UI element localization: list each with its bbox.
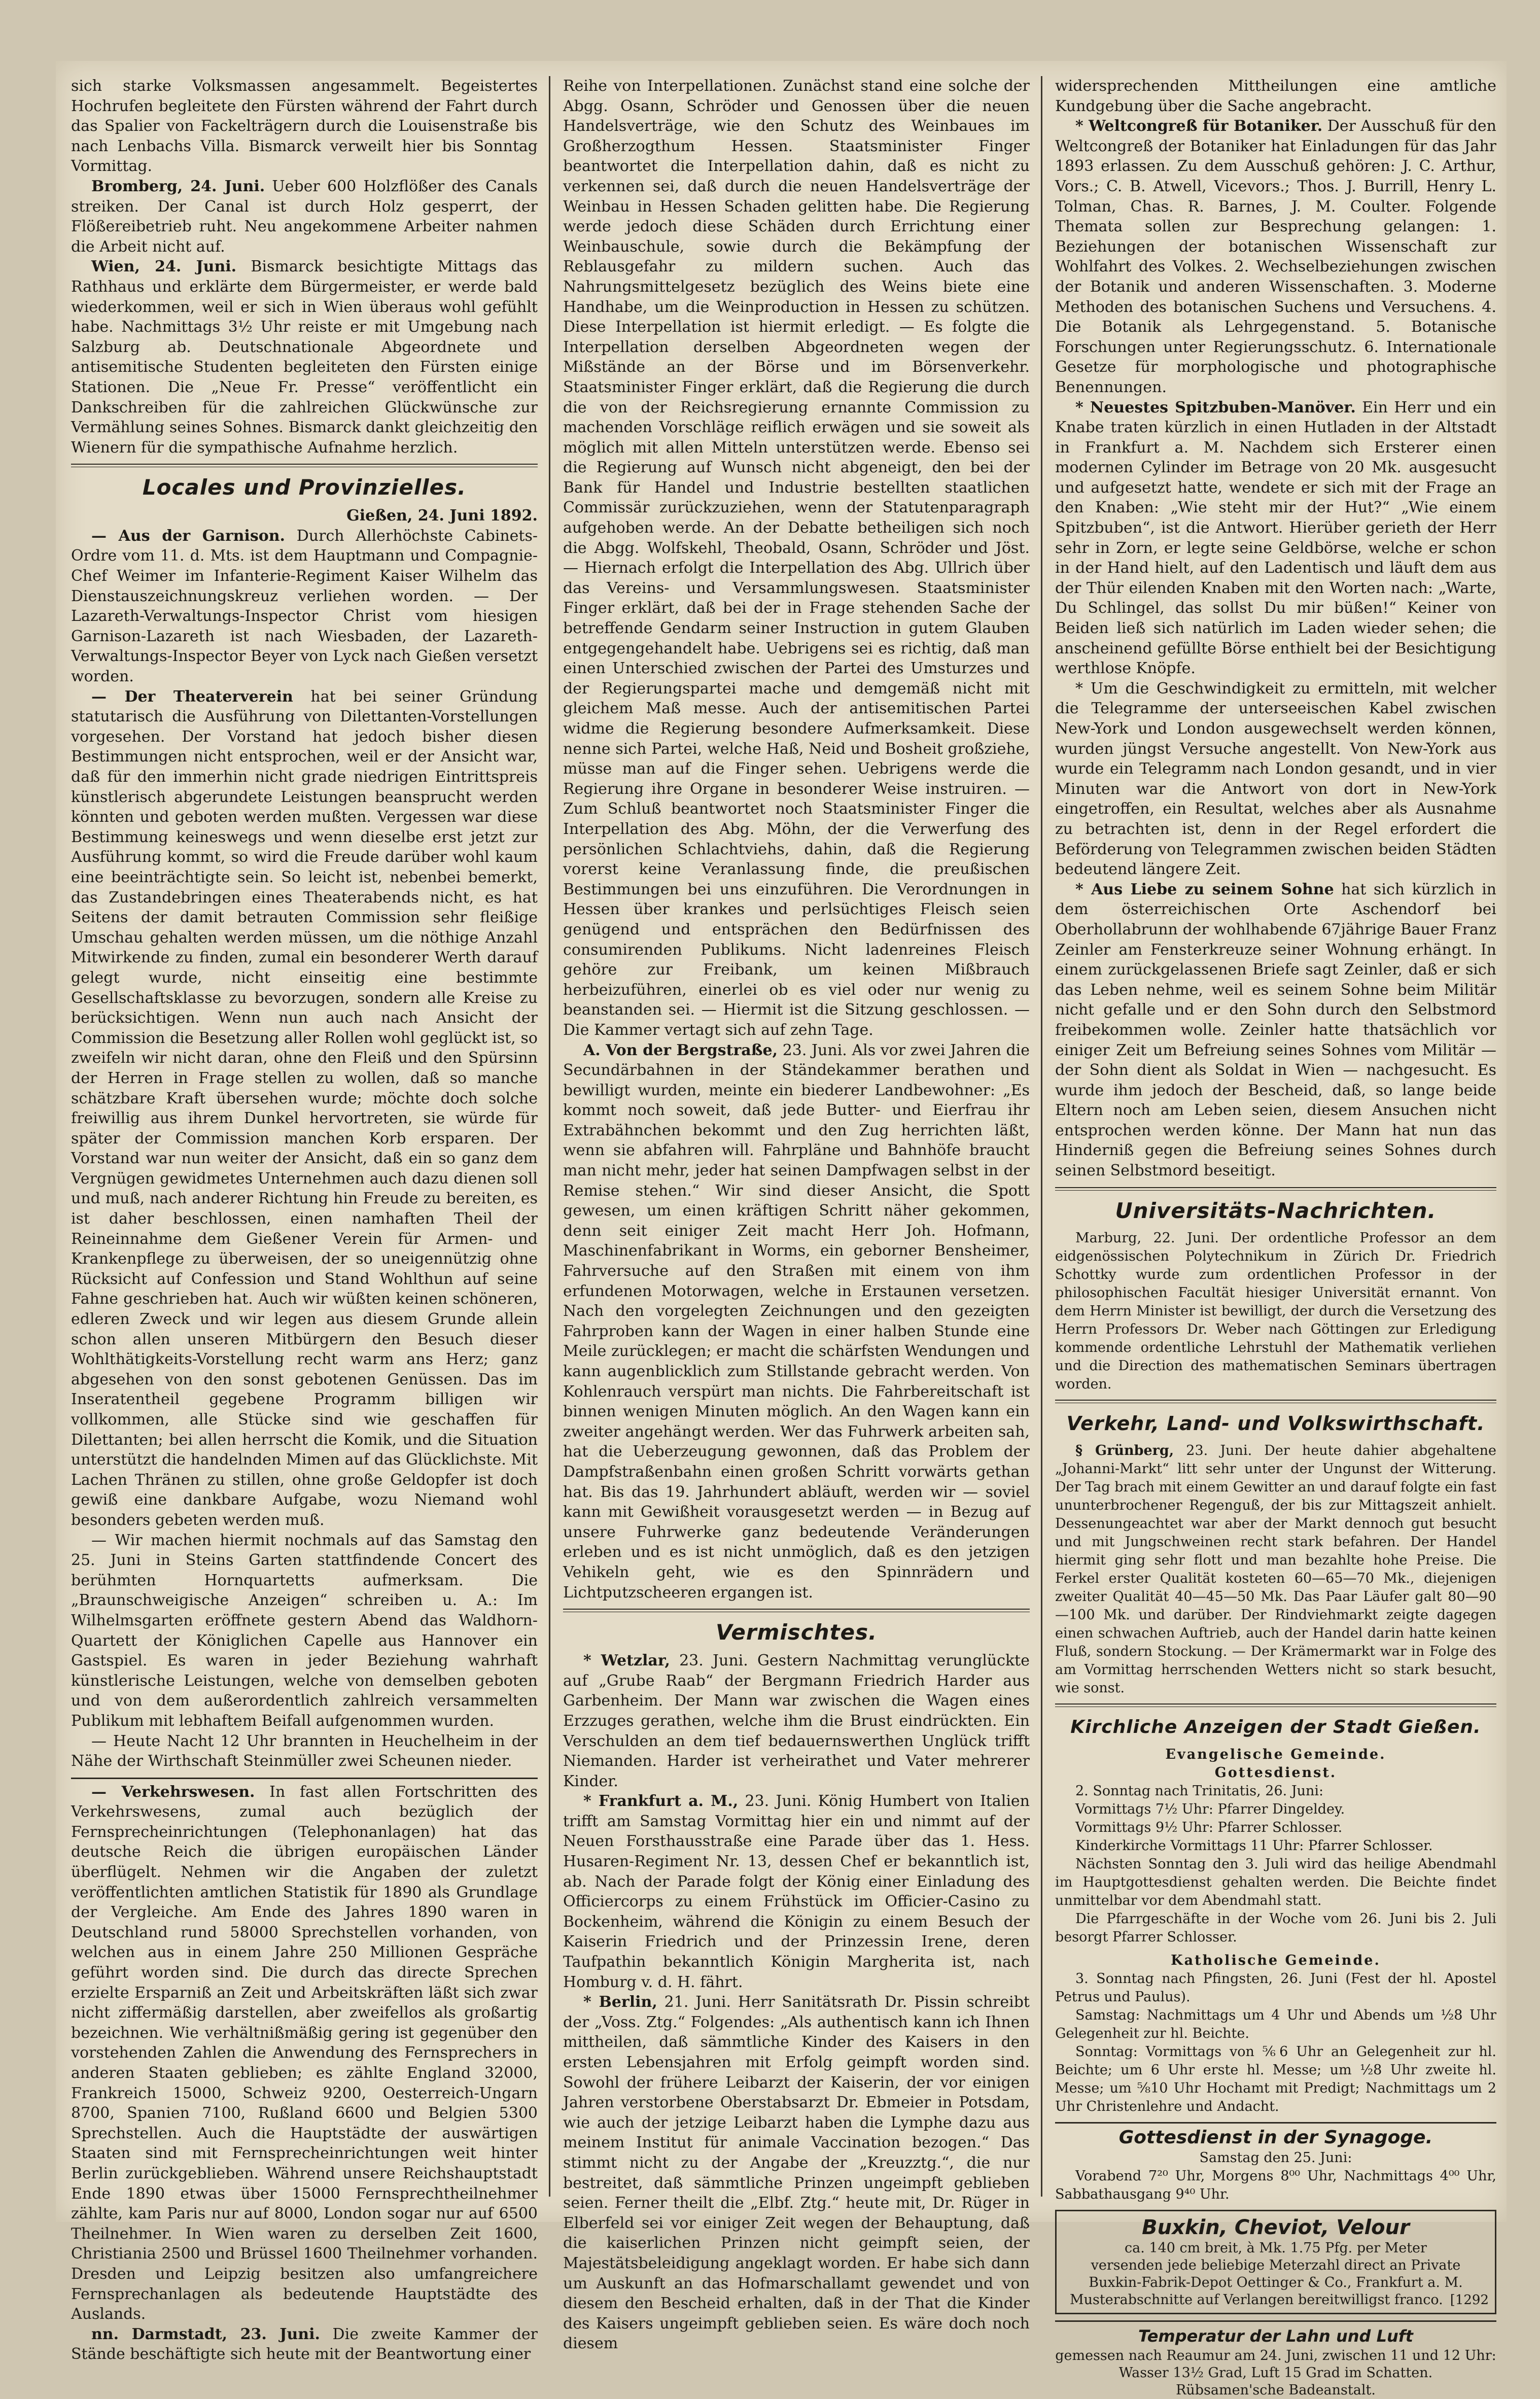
- article-text: Wien, 24. Juni. Bismarck besichtigte Mittags das Rathhaus und erklärte dem Bürgermeister, er werde bald wiederkommen, weil er sich in Wien überaus wohl gefühlt habe. Nachmittags 3½ Uhr reiste er mit Umgebung nach Salzburg ab. Deutschnationale Abgeordnete und antisemitische Studenten begleiteten den Fürsten einige Stationen. Die „Neue Fr. Presse“ veröffentlicht ein Dankschreiben für die zahlreichen Glückwünsche zur Vermählung seines Sohnes. Bismarck dankt gleichzeitig den Wienern für die sympathische Aufnahme herzlich.: [71, 258, 538, 457]
- article-text: * Um die Geschwindigkeit zu ermitteln, mit welcher die Telegramme der unterseeischen Kabel zwischen New-York und London ausgewechselt werden können, wurden jüngst Versuche angestellt. Von New-York aus wurde ein Telegramm nach London gesandt, und in vier Minuten war die Antwort von dort in New-York eingetroffen, ein Resultat, welches aber als Ausnahme zu betrachten ist, denn in der Regel erfordert die Beförderung von Telegrammen zwischen beiden Städten bedeutend längere Zeit.: [1055, 679, 1496, 879]
- article-text: * Weltcongreß für Botaniker. Der Ausschuß für den Weltcongreß der Botaniker hat Einladungen für das Jahr 1893 erlassen. Zu dem Ausschuß gehören: J. C. Arthur, Vors.; C. B. Atwell, Vicevors.; Thos. J. Burrill, Henry L. Tolman, Chas. R. Barnes, J. M. Coulter. Folgende Themata sollen zur Besprechung gelangen: 1. Beziehungen der botanischen Wissenschaft zur Wohlfahrt des Volkes. 2. Wechselbeziehungen zwischen der Botanik und anderen Wissenschaften. 3. Moderne Methoden des botanischen Suchens und Versuchens. 4. Die Botanik als Lehrgegenstand. 5. Botanische Forschungen unter Regierungsschutz. 6. Internationale Gesetze für morphologische und photographische Benennungen.: [1055, 117, 1496, 396]
- dateline: Gießen, 24. Juni 1892.: [346, 507, 538, 525]
- article-text: * Neuestes Spitzbuben-Manöver. Ein Herr und ein Knabe traten kürzlich in einen Hutladen in der Altstadt in Frankfurt a. M. Nachdem sich Ersterer einen modernen Cylinder im Betrage von 20 Mk. ausgesucht und aufgesetzt hatte, wendete er sich mit der Frage an den Knaben: „Wie steht mir der Hut?“ „Wie einem Spitzbuben“, ist die Antwort. Hierüber gerieth der Herr sehr in Zorn, er legte seine Geldbörse, welche er schon in der Hand hielt, auf den Ladentisch und läuft dem aus der Thür eilenden Knaben mit den Worten nach: „Warte, Du Schlingel, das sollst Du mir büßen!“ Keiner von Beiden ließ sich natürlich im Laden wieder sehen; die anscheinend gefüllte Börse enthielt bei der Besichtigung werthlose Knöpfe.: [1055, 398, 1496, 678]
- notice-line: Samstag: Nachmittags um 4 Uhr und Abends um ½8 Uhr Gelegenheit zur hl. Beichte.: [1055, 2007, 1496, 2041]
- subheading: Katholische Gemeinde.: [1171, 1952, 1381, 1968]
- ad-number: [1292: [1450, 2292, 1489, 2308]
- notice-line: Vorabend 7²⁰ Uhr, Morgens 8⁰⁰ Uhr, Nachmittags 4⁰⁰ Uhr, Sabbathausgang 9⁴⁰ Uhr.: [1055, 2168, 1496, 2202]
- article-text: Reihe von Interpellationen. Zunächst stand eine solche der Abgg. Osann, Schröder und Genossen über die neuen Handelsverträge, wie den Schutz des Weinbaues im Großherzogthum Hessen. Staatsminister Finger beantwortet die Interpellation dahin, daß es nicht zu verkennen sei, daß durch die neuen Handelsverträge der Weinbau in Hessen Schaden gelitten habe. Die Regierung werde jedoch diese Schäden durch Errichtung einer Weinbauschule, sowie durch die Bekämpfung der Reblausgefahr zu mildern suchen. Auch das Nahrungsmittelgesetz bezüglich des Weins biete eine Handhabe, um die Weinproduction in Hessen zu schützen. Diese Interpellation ist hiermit erledigt. — Es folgte die Interpellation derselben Abgeordneten wegen der Mißstände an der Börse und im Börsenverkehr. Staatsminister Finger erklärt, daß die Regierung die durch die von der Reichsregierung ernannte Commission zu machenden Vorschläge reiflich erwägen und sie soweit als möglich mit allen Mitteln unterstützen werde. Ebenso sei die Regierung auf Wunsch nicht abgeneigt, den bei der Bank für Handel und Industrie bestellten staatlichen Commissär zurückzuziehen, wenn der Statutenparagraph aufgehoben werde. An der Debatte betheiligen sich noch die Abgg. Wolfskehl, Theobald, Osann, Schröder und Jöst. — Hiernach erfolgt die Interpellation des Abg. Ullrich über das Vereins- und Versammlungswesen. Staatsminister Finger erklärt, daß bei der in Frage stehenden Sache der betreffende Gendarm seiner Instruction in gutem Glauben entgegengehandelt habe. Uebrigens sei es richtig, daß man einen Unterschied zwischen der Partei des Umsturzes und der Regierungspartei mache und demgemäß nicht mit gleichem Maß messe. Auch der antisemitischen Partei widme die Regierung besondere Aufmerksamkeit. Diese nenne sich Partei, welche Haß, Neid und Bosheit großziehe, müsse man auf die Finger sehen. Uebrigens werde die Regierung ihre Organe in besonderer Weise instruiren. — Zum Schluß beantwortet noch Staatsminister Finger die Interpellation des Abg. Möhn, der die Verwerfung des persönlichen Schlachtviehs, dahin, daß die Regierung vorerst keine Veranlassung finde, die preußischen Bestimmungen bei uns einzuführen. Die Verordnungen in Hessen über krankes und perlsüchtiges Fleisch seien genügend und entsprächen den Bedürfnissen des consumirenden Publikums. Nicht ladenreines Fleisch gehöre zur Freibank, um keinen Mißbrauch herbeizuführen, einerlei ob es viel oder nur wenig zu beanstanden sei. — Hiermit ist die Sitzung geschlossen. — Die Kammer vertagt sich auf zehn Tage.: [563, 77, 1030, 1039]
- subheading: Gottesdienst.: [1214, 1764, 1337, 1781]
- section-divider: [1055, 2320, 1496, 2322]
- section-heading: Universitäts-Nachrichten.: [1115, 1198, 1437, 1223]
- advertisement-box: [1055, 2210, 1496, 2314]
- section-heading: Locales und Provinzielles.: [142, 475, 467, 500]
- notice-line: Die Pfarrgeschäfte in der Woche vom 26. Juni bis 2. Juli besorgt Pfarrer Schlosser.: [1055, 1910, 1496, 1945]
- article-text: * Wetzlar, 23. Juni. Gestern Nachmittag verunglückte auf „Grube Raab“ der Bergmann Friedrich Harder aus Garbenheim. Der Mann war zwischen die Wagen eines Erzzuges gerathen, welche ihm die Brust eindrückten. Ein Verschulden an dem tief bedauernswerthen Unglück trifft Niemanden. Harder ist verheirathet und Vater mehrerer Kinder.: [563, 1652, 1030, 1790]
- section-heading: Vermischtes.: [715, 1620, 878, 1645]
- notice-line: gemessen nach Reaumur am 24. Juni, zwischen 11 und 12 Uhr:: [1055, 2347, 1496, 2363]
- article-text: — Verkehrswesen. In fast allen Fortschritten des Verkehrswesens, zumal auch bezüglich der Fernsprecheinrichtungen (Telephonanlagen) hat das deutsche Reich die übrigen europäischen Länder überflügelt. Nehmen wir die Angaben der zuletzt veröffentlichten amtlichen Statistik für 1890 als Grundlage der Vergleiche. Am Ende des Jahres 1890 waren in Deutschland rund 58000 Sprechstellen vorhanden, von welchen aus in einem Jahre 250 Millionen Gespräche geführt worden sind. Die durch das directe Sprechen erzielte Ersparniß an Zeit und Arbeitskräften läßt sich zwar nicht ziffermäßig darstellen, aber zweifellos als großartig bezeichnen. Wie verhältnißmäßig gering ist gegenüber den vorstehenden Zahlen die Anwendung des Fernsprechers in anderen Staaten geblieben; es zählte England 32000, Frankreich 15000, Schweiz 9200, Oesterreich-Ungarn 8700, Spanien 7100, Rußland 6600 und Belgien 5300 Sprechstellen. Auch die Hauptstädte der auswärtigen Staaten sind mit Fernsprecheinrichtungen weit hinter Berlin zurückgeblieben. Während unsere Reichshauptstadt Ende 1890 etwas über 15000 Fernsprechtheilnehmer zählte, kam Paris nur auf 8000, London sogar nur auf 6500 Theilnehmer. In Wien waren zu derselben Zeit 1600, Christiania 2500 und Brüssel 1600 Theilnehmer vorhanden. Dresden und Leipzig besitzen also umfangreichere Fernsprechanlagen als bedeutende Hauptstädte des Auslands.: [71, 1783, 538, 2323]
- ad-line: Buxkin-Fabrik-Depot Oettinger & Co., Frankfurt a. M.: [1089, 2274, 1463, 2290]
- notice-line: Nächsten Sonntag den 3. Juli wird das heilige Abendmahl im Hauptgottesdienst gehalten werden. Die Beichte findet unmittelbar vor dem Abendmahl statt.: [1055, 1856, 1496, 1908]
- article-text: nn. Darmstadt, 23. Juni. Die zweite Kammer der Stände beschäftigte sich heute mit der Beantwortung einer: [71, 2325, 538, 2363]
- notice-line: Vormittags 9½ Uhr: Pfarrer Schlosser.: [1075, 1819, 1343, 1835]
- ad-title: Buxkin, Cheviot, Velour: [1142, 2215, 1410, 2239]
- section-divider: [71, 464, 538, 467]
- section-heading: Verkehr, Land- und Volkswirthschaft.: [1066, 1412, 1485, 1435]
- article-text: A. Von der Bergstraße, 23. Juni. Als vor zwei Jahren die Secundärbahnen in der Ständekammer berathen und bewilligt wurden, meinte ein biederer Landbewohner: „Es kommt noch soweit, daß jede Butter- und Eierfrau ihr Extrabähnchen bekommt und den Zug herrichten läßt, wenn sie abfahren will. Fahrpläne und Bahnhöfe braucht man nicht mehr, jeder hat seinen Dampfwagen selbst in der Remise stehen.“ Wir sind dieser Ansicht, die Spott gewesen, um einen kräftigen Schritt näher gekommen, denn seit einiger Zeit macht Herr Joh. Hofmann, Maschinenfabrikant in Worms, ein geborner Bensheimer, Fahrversuche auf den Straßen mit einem von ihm erfundenen Motorwagen, welche in Erstaunen versetzen. Nach den vorgelegten Zeichnungen und den gezeigten Fahrproben kann der Wagen in einer halben Stunde eine Meile zurücklegen; er macht die schärfsten Wendungen und kann augenblicklich zum Stillstande gebracht werden. Von Kohlenrauch verspürt man nichts. Die Fahrbereitschaft ist binnen wenigen Minuten möglich. An den Wagen kann ein zweiter angehängt werden. Wer das Fuhrwerk arbeiten sah, hat die Ueberzeugung gewonnen, daß das Problem der Dampfstraßenbahn einen großen Schritt vorwärts gethan hat. Bis das 19. Jahrhundert abläuft, werden wir — soviel kann mit Gewißheit vorausgesetzt werden — in Bezug auf unsere Fuhrwerke ganz bedeutende Veränderungen erleben und es ist nicht unmöglich, daß es den jetzigen Vehikeln geht, wie es den Spinnrädern und Lichtputzscheeren ergangen ist.: [563, 1041, 1030, 1602]
- ad-line: Musterabschnitte auf Verlangen bereitwilligst franco. [1292: [1069, 2291, 1489, 2308]
- subheading: Evangelische Gemeinde.: [1165, 1746, 1386, 1762]
- column-1: [71, 76, 538, 2363]
- ad-line: ca. 140 cm breit, à Mk. 1.75 Pfg. per Meter: [1125, 2240, 1427, 2256]
- article-text: * Berlin, 21. Juni. Herr Sanitätsrath Dr. Pissin schreibt der „Voss. Ztg.“ Folgendes: „Als authentisch kann ich Ihnen mittheilen, daß sämmtliche Kinder des Kaisers in den ersten Lebensjahren mit Erfolg geimpft worden sind. Sowohl der frühere Leibarzt der Kaiserin, der vor einigen Jahren verstorbene Oberstabsarzt Dr. Ebmeier in Potsdam, wie auch der jetzige Leibarzt haben die Lymphe dazu aus meinem Institut für animale Vaccination bezogen.“ Das stimmt nicht zu der Angabe der „Kreuzztg.“, die nur bestreitet, daß sämmtliche Prinzen ungeimpft geblieben seien. Ferner theilt die „Elbf. Ztg.“ heute mit, Dr. Rüger in Elberfeld sei vor einiger Zeit wegen der Behauptung, daß die kaiserlichen Prinzen nicht geimpft seien, der Majestätsbeleidigung angeklagt worden. Er habe sich dann um Auskunft an das Hofmarschallamt gewendet und von diesem den Bescheid erhalten, daß in der That die Kinder des Kaisers ungeimpft geblieben seien. Es wäre doch noch diesem: [563, 1993, 1030, 2353]
- notice-line: Samstag den 25. Juni:: [1199, 2149, 1352, 2166]
- article-text: — Der Theaterverein hat bei seiner Gründung statutarisch die Ausführung von Dilettanten-Vorstellungen vorgesehen. Der Vorstand hat jedoch bisher diesen Bestimmungen nicht entsprochen, weil er der Ansicht war, daß für den immerhin nicht grade niedrigen Eintrittspreis künstlerisch abgerundete Leistungen beansprucht werden könnten und geboten werden mußten. Vergessen war diese Bestimmung keineswegs und wenn dieselbe erst jetzt zur Ausführung kommt, so wird die Freude darüber wohl kaum eine beeinträchtigte sein. So leicht ist, nebenbei bemerkt, das Zustandebringen eines Theaterabends nicht, es hat Seitens der damit betrauten Commission sehr fleißige Umschau gehalten werden müssen, um die nöthige Anzahl Mitwirkende zu finden, zumal ein besonderer Werth darauf gelegt wurde, nicht einseitig eine bestimmte Gesellschaftsklasse zu bevorzugen, sondern alle Kreise zu berücksichtigen. Wenn nun auch nach Ansicht der Commission die Besetzung aller Rollen wohl geglückt ist, so zweifeln wir nicht daran, ohne den Fleiß und den Spürsinn der Herren in Frage stellen zu wollen, daß so manche schätzbare Kraft übersehen wurde; möchte doch solche freiwillig aus ihrem Dunkel hervortreten, sie würde für später der Commission manchen Korb ersparen. Der Vorstand war nun weiter der Ansicht, daß ein so ganz dem Vergnügen gewidmetes Unternehmen auch dazu dienen soll und muß, nach anderer Richtung hin Freude zu bereiten, es ist daher beschlossen, einen namhaften Theil der Reineinnahme dem Gießener Verein für Armen- und Krankenpflege zu überweisen, der so uneigennützig ohne Rücksicht auf Confession und Stand Wohlthun auf seine Fahne geschrieben hat. Auch wir wüßten keinen schöneren, edleren Zweck und wir legen aus diesem Grunde allein schon allen unseren Mitbürgern den Besuch dieser Wohlthätigkeits-Vorstellung recht warm ans Herz; ganz abgesehen von den sonst gebotenen Genüssen. Das im Inseratentheil gegebene Programm billigen wir vollkommen, alle Stücke sind wie geschaffen für Dilettanten; bei allen herrscht die Komik, und die Situation unterstützt die handelnden Mimen auf das Glücklichste. Mit Lachen Thränen zu stillen, ohne große Geldopfer ist doch gewiß eine dankbare Aufgabe, wozu Niemand wohl besonders gebeten werden muß.: [71, 687, 538, 1529]
- article-text: § Grünberg, 23. Juni. Der heute dahier abgehaltene „Johanni-Markt“ litt sehr unter der Ungunst der Witterung. Der Tag brach mit einem Gewitter an und darauf folgte ein fast ununterbrochener Regenguß, der bis zur Mittagszeit anhielt. Dessenungeachtet war aber der Markt dennoch gut besucht und mit Jungschweinen recht stark befahren. Der Handel hiermit ging sehr flott und man bezahlte hohe Preise. Die Ferkel erster Qualität kosteten 60—65—70 Mk., diejenigen zweiter Qualität 40—45—50 Mk. Das Paar Läufer galt 80—90—100 Mk. und darüber. Der Rindviehmarkt zeigte dagegen einen schwachen Auftrieb, auch der Handel darin hatte keinen Fluß, sondern Stockung. — Der Krämermarkt war in Folge des am Vormittag herrschenden Wetters nicht so stark besucht, wie sonst.: [1055, 1442, 1497, 1696]
- article-text: — Heute Nacht 12 Uhr brannten in Heuchelheim in der Nähe der Wirthschaft Steinmüller zwei Scheunen nieder.: [71, 1732, 538, 1770]
- article-text: — Wir machen hiermit nochmals auf das Samstag den 25. Juni in Steins Garten stattfindende Concert des berühmten Hornquartetts aufmerksam. Die „Braunschweigische Anzeigen“ schreiben u. A.: Im Wilhelmsgarten eröffnete gestern Abend das Waldhorn-Quartett der Königlichen Capelle aus Hannover ein Gastspiel. Es waren in jeder Beziehung wahrhaft künstlerische Leistungen, welche von demselben geboten und von dem außerordentlich zahlreich versammelten Publikum mit lebhaftem Beifall aufgenommen wurden.: [71, 1531, 538, 1730]
- section-heading: Temperatur der Lahn und Luft: [1138, 2326, 1413, 2346]
- article-text: widersprechenden Mittheilungen eine amtliche Kundgebung über die Sache angebracht.: [1055, 77, 1496, 115]
- section-divider: [1055, 1187, 1496, 1191]
- article-text: Marburg, 22. Juni. Der ordentliche Professor an dem eidgenössischen Polytechnikum in Zürich Dr. Friedrich Schottky wurde zum ordentlichen Professor in der philosophischen Facultät hiesiger Universität ernannt. Von dem Herrn Minister ist bewilligt, der durch die Versetzung des Herrn Professors Dr. Weber nach Göttingen zur Erledigung kommende ordentliche Lehrstuhl der Mathematik verliehen und die Direction des mathematischen Seminars übertragen worden.: [1055, 1230, 1496, 1392]
- notice-line: 3. Sonntag nach Pfingsten, 26. Juni (Fest der hl. Apostel Petrus und Paulus).: [1055, 1970, 1496, 2005]
- section-divider: [563, 1609, 1030, 1612]
- article-text: Bromberg, 24. Juni. Ueber 600 Holzflößer des Canals streiken. Der Canal ist durch Holz gesperrt, der Flößereibetrieb ruht. Neu angekommene Arbeiter nahmen die Arbeit nicht auf.: [71, 177, 538, 256]
- newspaper-page: [56, 61, 1507, 2398]
- notice-line: Rübsamen'sche Badeanstalt.: [1176, 2382, 1376, 2398]
- section-divider: [1055, 2122, 1496, 2124]
- notice-line: Vormittags 7½ Uhr: Pfarrer Dingeldey.: [1075, 1801, 1345, 1817]
- column-3: [1055, 76, 1497, 2398]
- column-rule: [549, 76, 550, 2197]
- section-divider: [1055, 1703, 1496, 1707]
- section-heading: Kirchliche Anzeigen der Stadt Gießen.: [1070, 1716, 1481, 1737]
- column-rule: [1041, 76, 1042, 2197]
- article-text: * Frankfurt a. M., 23. Juni. König Humbert von Italien trifft am Samstag Vormittag hier ein und nimmt auf der Neuen Forsthausstraße eine Parade über das 1. Hess. Husaren-Regiment Nr. 13, dessen Chef er bekanntlich ist, ab. Nach der Parade folgt der König einer Einladung des Officiercorps zu einem Frühstück im Officier-Casino zu Bockenheim, während die Königin zu einem Besuch der Kaiserin Friedrich und der Prinzessin Irene, deren Taufpathin bekanntlich Königin Margherita ist, nach Homburg v. d. H. fährt.: [563, 1792, 1030, 1991]
- notice-line: Wasser 13½ Grad, Luft 15 Grad im Schatten.: [1118, 2365, 1433, 2381]
- notice-line: 2. Sonntag nach Trinitatis, 26. Juni:: [1075, 1783, 1324, 1799]
- notice-line: Kinderkirche Vormittags 11 Uhr: Pfarrer Schlosser.: [1075, 1837, 1433, 1854]
- article-text: sich starke Volksmassen angesammelt. Begeistertes Hochrufen begleitete den Fürsten während der Fahrt durch das Spalier von Fackelträgern durch die Louisenstraße bis nach Lenbachs Villa. Bismarck verweilt hier bis Sonntag Vormittag.: [71, 77, 538, 176]
- column-2: [563, 76, 1030, 2353]
- ad-line: versenden jede beliebige Meterzahl direct an Private: [1091, 2257, 1461, 2273]
- article-text: * Aus Liebe zu seinem Sohne hat sich kürzlich in dem österreichischen Orte Aschendorf bei Oberhollabrunn der wohlhabende 67jährige Bauer Franz Zeinler am Fensterkreuze seiner Wohnung erhängt. In einem zurückgelassenen Briefe sagt Zeinler, daß er sich das Leben nehme, weil es seinem Sohne beim Militär nicht gefalle und er den Sohn durch den Selbstmord freibekommen wolle. Zeinler hatte thatsächlich vor einiger Zeit um Befreiung seines Sohnes vom Militär — der Sohn dient als Soldat in Wien — nachgesucht. Es wurde ihm jedoch der Bescheid, daß, so lange beide Eltern noch am Leben seien, diesem Ansuchen nicht entsprochen werden könne. Der Mann hat nun das Hinderniß gegen die Befreiung seines Sohnes durch seinen Selbstmord beseitigt.: [1055, 880, 1496, 1180]
- section-heading: Gottesdienst in der Synagoge.: [1118, 2127, 1433, 2148]
- section-divider: [1055, 1400, 1496, 1403]
- section-divider: [71, 1778, 538, 1779]
- article-text: — Aus der Garnison. Durch Allerhöchste Cabinets-Ordre vom 11. d. Mts. ist dem Hauptmann und Compagnie-Chef Weimer im Infanterie-Regiment Kaiser Wilhelm das Dienstauszeichnungskreuz verliehen worden. — Der Lazareth-Verwaltungs-Inspector Christ vom hiesigen Garnison-Lazareth ist nach Wiesbaden, der Lazareth-Verwaltungs-Inspector Beyer von Lyck nach Gießen versetzt worden.: [71, 527, 538, 686]
- notice-line: Sonntag: Vormittags von ⅚6 Uhr an Gelegenheit zur hl. Beichte; um 6 Uhr erste hl. Messe; um ½8 Uhr zweite hl. Messe; um ⅝10 Uhr Hochamt mit Predigt; Nachmittags um 2 Uhr Christenlehre und Andacht.: [1055, 2043, 1496, 2114]
